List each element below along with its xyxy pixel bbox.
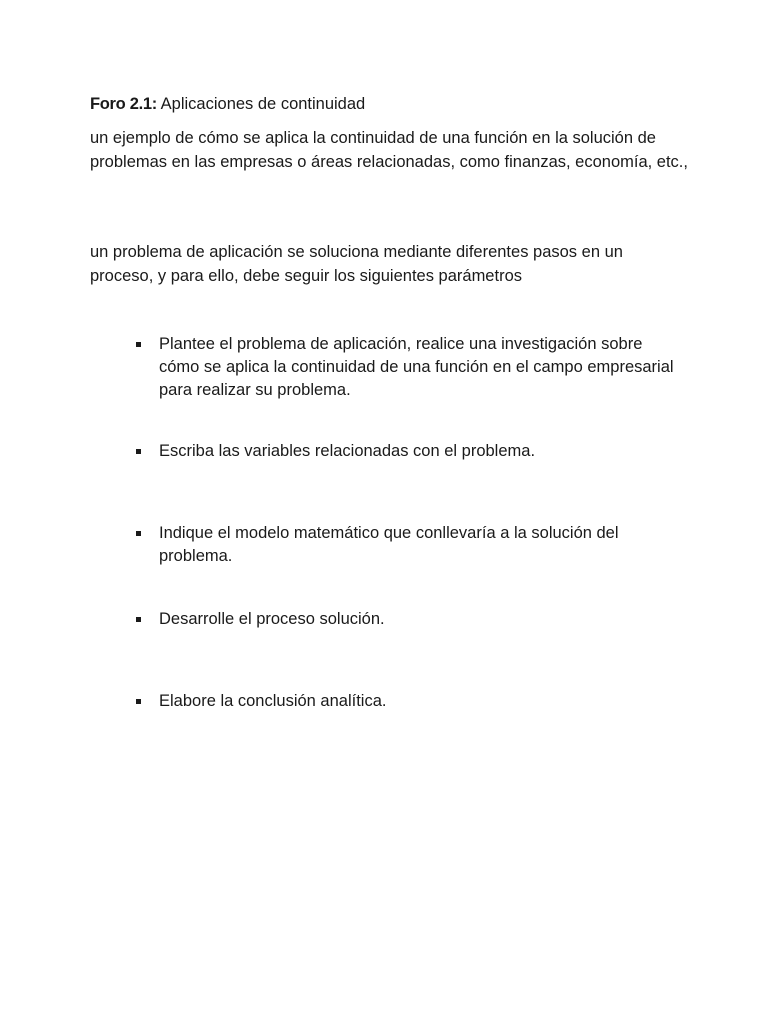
title-text: Aplicaciones de continuidad [156, 95, 366, 113]
square-bullet-icon [136, 699, 141, 704]
list-item-text: Desarrolle el proceso solución. [159, 610, 385, 628]
square-bullet-icon [136, 449, 141, 454]
title-prefix: Foro 2.1: [90, 95, 157, 113]
list-item-text: Plantee el problema de aplicación, realice una investigación sobre cómo se aplica la continuidad de una función en el campo empresarial para realizar su problema. [159, 335, 674, 399]
instructions-paragraph: un problema de aplicación se soluciona mediante diferentes pasos en un proceso, y para ello, debe seguir los siguientes parámetros [90, 243, 623, 285]
square-bullet-icon [136, 531, 141, 536]
list-item-text: Indique el modelo matemático que conllevaría a la solución del problema. [159, 524, 619, 565]
list-item-text: Escriba las variables relacionadas con el problema. [159, 442, 536, 460]
intro-paragraph: un ejemplo de cómo se aplica la continuidad de una función en la solución de problemas en las empresas o áreas relacionadas, como finanzas, economía, etc., [90, 129, 688, 171]
square-bullet-icon [136, 617, 141, 622]
square-bullet-icon [136, 342, 141, 347]
list-item-text: Elabore la conclusión analítica. [159, 692, 387, 710]
